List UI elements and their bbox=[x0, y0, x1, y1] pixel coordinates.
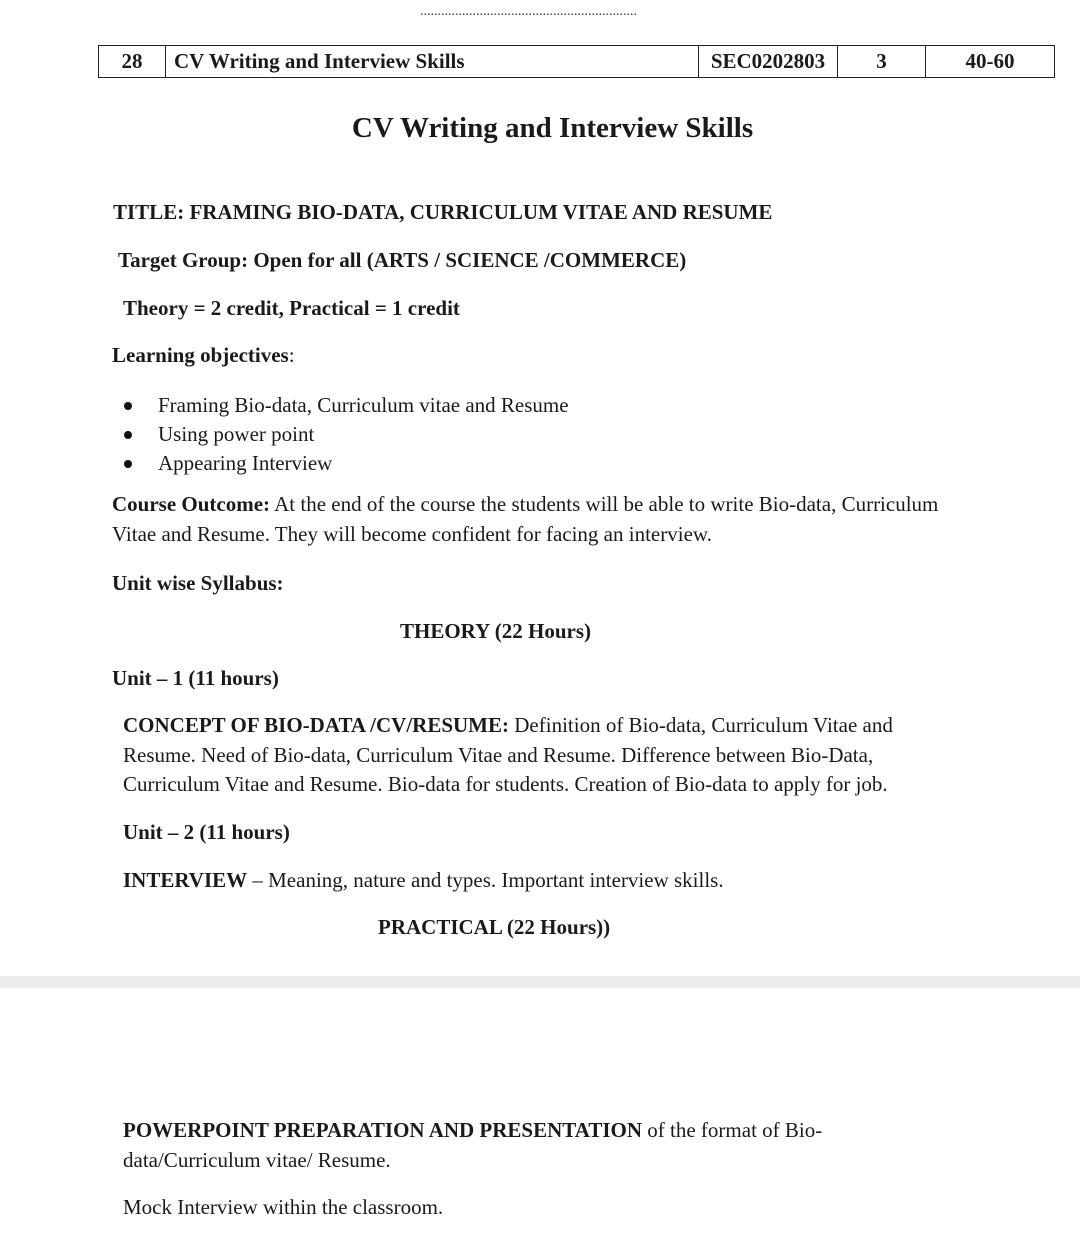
unit-1-heading: Unit – 1 (11 hours) bbox=[112, 666, 279, 690]
course-outcome-paragraph bbox=[112, 490, 1032, 549]
course-outcome-text-1: At the end of the course the students will be able to write Bio-data, Curriculum bbox=[270, 492, 939, 516]
unit-1-paragraph bbox=[123, 711, 1043, 800]
mock-interview-line: Mock Interview within the classroom. bbox=[123, 1195, 444, 1219]
page-title: CV Writing and Interview Skills bbox=[351, 112, 754, 144]
list-item bbox=[112, 449, 569, 478]
objective-text: Appearing Interview bbox=[158, 451, 333, 475]
course-info-row bbox=[99, 46, 1055, 78]
list-item bbox=[112, 420, 569, 449]
unit-2-text: – Meaning, nature and types. Important interview skills. bbox=[247, 868, 724, 892]
learning-objectives-heading bbox=[112, 343, 295, 368]
course-title-line: TITLE: FRAMING BIO-DATA, CURRICULUM VITAE AND RESUME bbox=[113, 200, 773, 224]
course-outcome-text-2: Vitae and Resume. They will become confident for facing an interview. bbox=[112, 521, 712, 546]
objective-text: Framing Bio-data, Curriculum vitae and Resume bbox=[158, 393, 569, 417]
learning-objectives-label: Learning objectives bbox=[112, 343, 289, 367]
credits-cell: 3 bbox=[838, 46, 926, 78]
practical-paragraph bbox=[123, 1116, 1043, 1175]
theory-heading: THEORY (22 Hours) bbox=[400, 619, 591, 643]
objective-text: Using power point bbox=[158, 422, 315, 446]
course-info-table bbox=[98, 45, 1055, 78]
unit-1-text-1: Definition of Bio-data, Curriculum Vitae and bbox=[509, 713, 893, 737]
serial-number-cell: 28 bbox=[99, 46, 166, 78]
unit-2-heading: Unit – 2 (11 hours) bbox=[123, 820, 290, 844]
bullet-icon bbox=[124, 402, 132, 410]
bullet-icon bbox=[124, 460, 132, 468]
unit-1-text-3: Curriculum Vitae and Resume. Bio-data for students. Creation of Bio-data to apply for job. bbox=[123, 772, 888, 796]
unit-1-label: CONCEPT OF BIO-DATA /CV/RESUME: bbox=[123, 713, 509, 737]
unit-1-text-2: Resume. Need of Bio-data, Curriculum Vitae and Resume. Difference between Bio-Data, bbox=[123, 742, 874, 767]
practical-text-1: of the format of Bio- bbox=[642, 1118, 823, 1142]
course-code-cell: SEC0202803 bbox=[699, 46, 838, 78]
course-outcome-label: Course Outcome: bbox=[112, 492, 271, 516]
unit-2-line bbox=[123, 868, 724, 893]
credit-split-line: Theory = 2 credit, Practical = 1 credit bbox=[123, 296, 460, 320]
practical-text-2: data/Curriculum vitae/ Resume. bbox=[123, 1147, 391, 1172]
course-name-cell: CV Writing and Interview Skills bbox=[166, 46, 699, 78]
header-dotted-line: .............................................................. bbox=[420, 4, 637, 19]
bullet-icon bbox=[124, 431, 132, 439]
learning-objectives-colon: : bbox=[288, 343, 295, 367]
practical-label: POWERPOINT PREPARATION AND PRESENTATION bbox=[123, 1118, 643, 1142]
page-gap-divider bbox=[0, 976, 1080, 988]
unit-2-label: INTERVIEW bbox=[123, 868, 248, 892]
unit-syllabus-heading: Unit wise Syllabus: bbox=[112, 571, 284, 595]
intake-cell: 40-60 bbox=[926, 46, 1055, 78]
target-group-line: Target Group: Open for all (ARTS / SCIENCE /COMMERCE) bbox=[118, 248, 687, 272]
list-item bbox=[112, 391, 569, 420]
learning-objectives-list bbox=[112, 391, 569, 478]
practical-heading: PRACTICAL (22 Hours)) bbox=[378, 915, 611, 939]
